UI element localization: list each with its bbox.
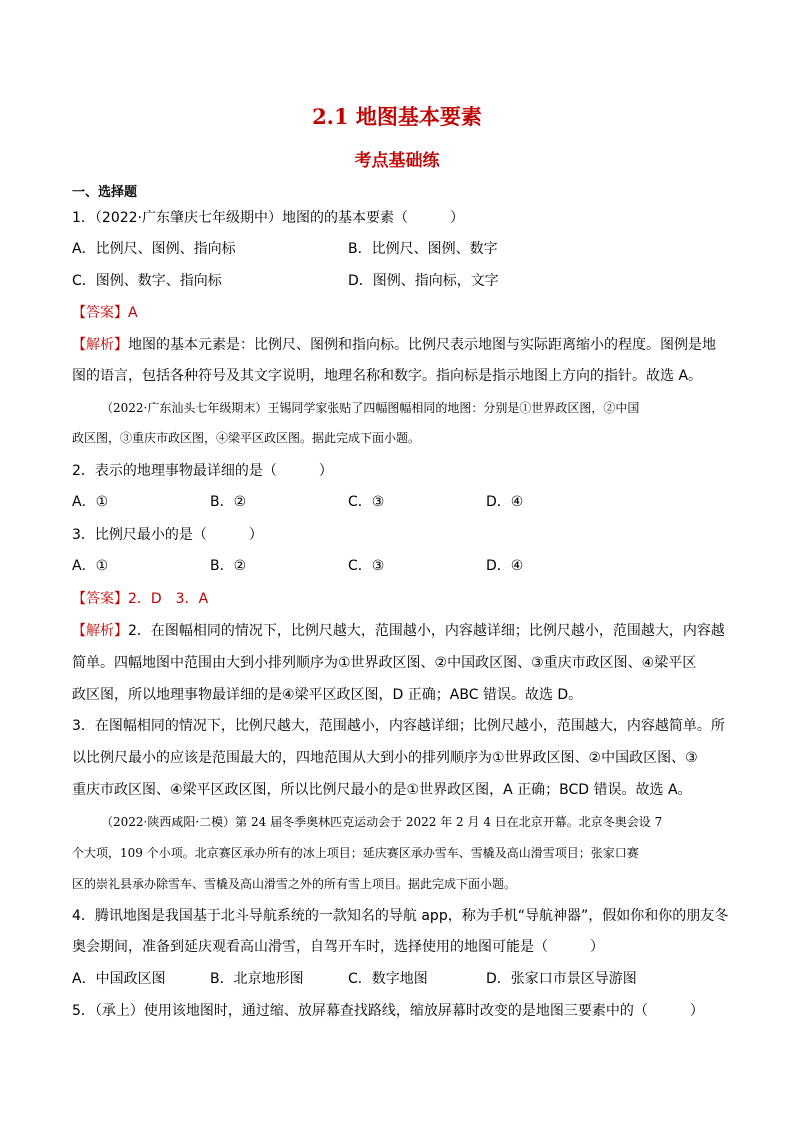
q4-stem-line-2: 奥会期间，准备到延庆观看高山滑雪，自驾开车时，选择使用的地图可能是（ ） <box>72 939 604 955</box>
analysis-tag: 【解析】 <box>72 623 128 639</box>
analysis-text: 2．在图幅相同的情况下，比例尺越大，范围越小，内容越详细；比例尺越小，范围越大，内容越 <box>128 623 725 639</box>
q3-option-b: B．② <box>210 558 247 574</box>
q1-option-c: C．图例、数字、指向标 <box>72 273 222 289</box>
q3-option-c: C．③ <box>348 558 385 574</box>
q4-option-c: C．数字地图 <box>348 971 428 987</box>
section-heading: 一、选择题 <box>72 185 138 200</box>
q3-analysis-line-3: 重庆市政区图、④梁平区政区图，所以比例尺最小的是①世界政区图，A 正确；BCD 错误。故选 A。 <box>72 782 692 798</box>
answer-tag: 【答案】 <box>72 591 128 607</box>
page-title: 2.1 地图基本要素 <box>312 104 482 129</box>
q1-analysis-line-2: 图的语言，包括各种符号及其文字说明，地理名称和数字。指向标是指示地图上方向的指针。故选 A。 <box>72 368 703 384</box>
q3-analysis-line-1: 3．在图幅相同的情况下，比例尺越大，范围越小，内容越详细；比例尺越小，范围越大，内容越简单。所 <box>72 718 725 734</box>
analysis-tag: 【解析】 <box>72 337 128 353</box>
q5-stem: 5．（承上）使用该地图时，通过缩、放屏幕查找路线，缩放屏幕时改变的是地图三要素中的（ ） <box>72 1003 704 1019</box>
material-2-line-2: 个大项，109 个小项。北京赛区承办所有的冰上项目；延庆赛区承办雪车、雪橇及高山滑雪项目；张家口赛 <box>72 846 639 860</box>
analysis-text: 地图的基本元素是：比例尺、图例和指向标。比例尺表示地图与实际距离缩小的程度。图例是地 <box>128 337 716 353</box>
material-2-line-1: （2022·陕西咸阳·二模）第 24 届冬季奥林匹克运动会于 2022 年 2 月 4 日在北京开幕。北京冬奥会设 7 <box>101 815 663 829</box>
q3-analysis-line-2: 以比例尺最小的应该是范围最大的，四地范围从大到小的排列顺序为①世界政区图、②中国政区图、③ <box>72 750 698 766</box>
q3-option-a: A．① <box>72 558 109 574</box>
q2-option-a: A．① <box>72 494 109 510</box>
q2-analysis-line-3: 政区图，所以地理事物最详细的是④梁平区政区图，D 正确；ABC 错误。故选 D。 <box>72 687 583 703</box>
answer-value: 2．D 3．A <box>128 591 209 607</box>
q1-option-a: A．比例尺、图例、指向标 <box>72 241 236 257</box>
q3-stem: 3．比例尺最小的是（ ） <box>72 527 263 543</box>
page-subtitle: 考点基础练 <box>354 151 440 171</box>
q4-option-a: A．中国政区图 <box>72 971 166 987</box>
q2-option-d: D．④ <box>486 494 524 510</box>
q1-stem: 1．（2022·广东肇庆七年级期中）地图的的基本要素（ ） <box>72 210 464 226</box>
q2-option-c: C．③ <box>348 494 385 510</box>
q2-analysis-line-2: 简单。四幅地图中范围由大到小排列顺序为①世界政区图、②中国政区图、③重庆市政区图、④梁平区 <box>72 655 697 671</box>
answer-tag: 【答案】 <box>72 305 128 321</box>
q2-stem: 2．表示的地理事物最详细的是（ ） <box>72 463 333 479</box>
q23-answer <box>72 589 208 609</box>
q3-option-d: D．④ <box>486 558 524 574</box>
material-1-line-1: （2022·广东汕头七年级期末）王锡同学家张贴了四幅图幅相同的地图：分别是①世界政区图，②中国 <box>101 401 640 415</box>
q4-option-d: D．张家口市景区导游图 <box>486 971 637 987</box>
q1-option-d: D．图例、指向标，文字 <box>348 273 499 289</box>
q4-stem-line-1: 4．腾讯地图是我国基于北斗导航系统的一款知名的导航 app，称为手机“导航神器”，假如你和你的朋友冬 <box>72 908 729 924</box>
q1-analysis-line-1 <box>72 335 716 355</box>
q4-option-b: B．北京地形图 <box>210 971 304 987</box>
q1-answer <box>72 303 138 323</box>
q23-analysis-line-1 <box>72 621 725 641</box>
q2-option-b: B．② <box>210 494 247 510</box>
material-1-line-2: 政区图，③重庆市政区图，④梁平区政区图。据此完成下面小题。 <box>72 431 421 445</box>
material-2-line-3: 区的崇礼县承办除雪车、雪橇及高山滑雪之外的所有雪上项目。据此完成下面小题。 <box>72 877 517 891</box>
q1-option-b: B．比例尺、图例、数字 <box>348 241 498 257</box>
answer-value: A <box>128 305 138 321</box>
